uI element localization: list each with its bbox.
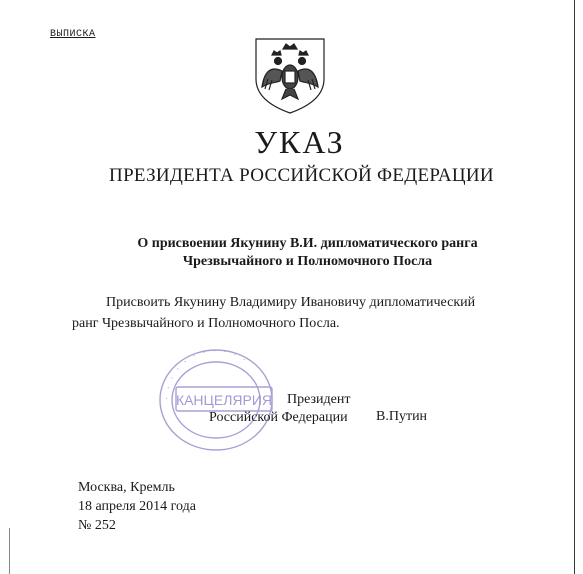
scan-edge-left bbox=[9, 528, 10, 574]
stamp-text: КАНЦЕЛЯРИЯ bbox=[175, 392, 273, 408]
body-line-1-text: Присвоить Якунину Владимиру Ивановичу дипломатический bbox=[106, 295, 476, 310]
signature-position-line-2: Российской Федерации bbox=[209, 410, 348, 425]
doc-subtitle: ПРЕЗИДЕНТА РОССИЙСКОЙ ФЕДЕРАЦИИ bbox=[109, 165, 494, 186]
place: Москва, Кремль bbox=[78, 480, 175, 495]
decree-number: № 252 bbox=[78, 518, 116, 533]
body-line-1 bbox=[72, 292, 512, 313]
decree-body bbox=[72, 292, 512, 334]
scan-edge bbox=[574, 0, 575, 574]
double-headed-eagle-icon bbox=[250, 35, 330, 115]
date: 18 апреля 2014 года bbox=[78, 499, 196, 514]
doc-title: УКАЗ bbox=[254, 124, 345, 160]
svg-text:· · · · · · · · · · ·: · · · · · · · · · · · bbox=[161, 347, 251, 401]
body-line-2: ранг Чрезвычайного и Полномочного Посла. bbox=[72, 316, 340, 331]
place-date-number bbox=[78, 478, 196, 535]
signature-position-line-1: Президент bbox=[287, 392, 351, 407]
heading-line-1: О присвоении Якунину В.И. дипломатического ранга bbox=[137, 236, 478, 251]
heading-line-2: Чрезвычайного и Полномочного Посла bbox=[182, 254, 433, 269]
decree-heading bbox=[16, 235, 583, 271]
vypiska-label: ВЫПИСКА bbox=[50, 29, 96, 40]
signature-position bbox=[209, 391, 350, 427]
signature-name: В.Путин bbox=[376, 409, 428, 424]
